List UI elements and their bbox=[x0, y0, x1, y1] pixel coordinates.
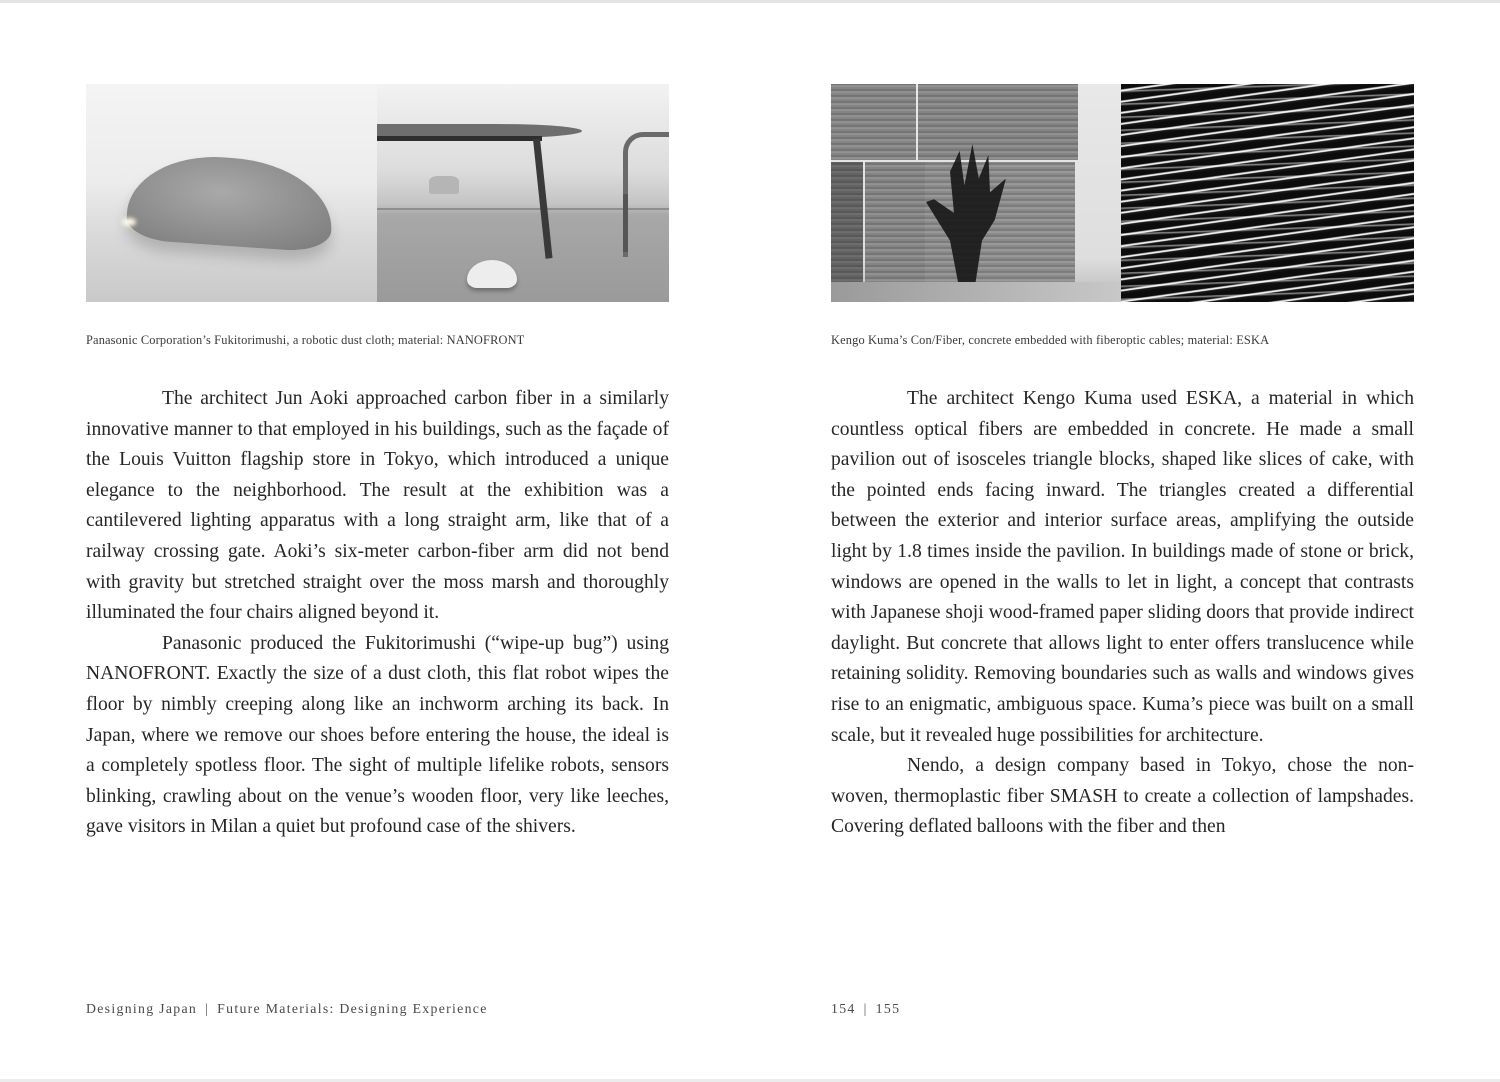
chair-leg bbox=[623, 194, 628, 252]
robot-near bbox=[467, 260, 517, 288]
page-number-right: 155 bbox=[875, 1001, 901, 1016]
concrete-block bbox=[865, 162, 925, 288]
concrete-block bbox=[831, 84, 916, 160]
table-leg bbox=[533, 139, 553, 259]
concrete-block bbox=[918, 84, 1078, 160]
chair bbox=[623, 132, 669, 257]
photo-con-fiber-blocks bbox=[831, 84, 1121, 302]
concrete-block bbox=[831, 162, 863, 282]
right-figure bbox=[831, 84, 1414, 302]
photo-fiberoptic-closeup bbox=[1121, 84, 1414, 302]
page-number-left: 154 bbox=[831, 1001, 856, 1016]
left-page bbox=[86, 0, 670, 1082]
fiber-lines bbox=[1121, 84, 1414, 302]
table-edge bbox=[377, 136, 542, 141]
chapter-title: Future Materials: Designing Experience bbox=[217, 1001, 488, 1016]
robot-far bbox=[429, 176, 459, 194]
dust-cloth-robot bbox=[125, 151, 336, 253]
paragraph: The architect Jun Aoki approached carbon fiber in a similarly innovative manner to that employed in his buildings, such as the façade of the Louis Vuitton flagship store in Tokyo, which introduced a unique elegance to the neighborhood. The result at the exhibition was a cantilevered lighting apparatus with a long straight arm, like that of a railway crossing gate. Aoki’s six-meter carbon-fiber arm did not bend with gravity but stretched straight over the moss marsh and thoroughly illuminated the four chairs aligned beyond it. bbox=[86, 388, 669, 624]
figure-caption: Panasonic Corporation’s Fukitorimushi, a robotic dust cloth; material: NANOFRONT bbox=[86, 333, 525, 347]
sensor-light bbox=[122, 218, 136, 226]
footer-separator: | bbox=[863, 1001, 868, 1016]
paragraph: The architect Kengo Kuma used ESKA, a material in which countless optical fibers are embedded in concrete. He made a small pavilion out of isosceles triangle blocks, shaped like slices of cake, with the pointed ends facing inward. The triangles created a differential between the exterior and interior surface areas, amplifying the outside light by 1.8 times inside the pavilion. In buildings made of stone or brick, windows are opened in the walls to let in light, a concept that contrasts with Japanese shoji wood-framed paper sliding doors that provide indirect daylight. But concrete that allows light to enter offers translucence while retaining solidity. Removing boundaries such as walls and windows gives rise to an enigmatic, ambiguous space. Kuma’s piece was built on a small scale, but it revealed huge possibilities for architecture. bbox=[831, 388, 1414, 746]
page-numbers bbox=[831, 1001, 900, 1017]
running-footer bbox=[86, 1001, 488, 1017]
body-text bbox=[86, 384, 669, 843]
paragraph: Panasonic produced the Fukitorimushi (“wipe-up bug”) using NANOFRONT. Exactly the size of a dust cloth, this flat robot wipes the floor by nimbly creeping along like an inchworm arching its back. In Japan, where we remove our shoes before entering the house, the ideal is a completely spotless floor. The sight of multiple lifelike robots, sensors blinking, crawling about on the venue’s wooden floor, very like leeches, gave visitors in Milan a quiet but profound case of the shivers. bbox=[86, 632, 669, 838]
photo-fukitorimushi-room bbox=[377, 84, 669, 302]
footer-separator: | bbox=[205, 1001, 210, 1016]
body-text bbox=[831, 384, 1414, 843]
paragraph: Nendo, a design company based in Tokyo, chose the non-woven, thermoplastic fiber SMASH to create a collection of lampshades. Covering deflated balloons with the fiber and then bbox=[831, 755, 1414, 838]
ground bbox=[831, 282, 1121, 302]
right-page bbox=[831, 0, 1415, 1082]
figure-caption: Kengo Kuma’s Con/Fiber, concrete embedded with fiberoptic cables; material: ESKA bbox=[831, 333, 1270, 347]
left-figure bbox=[86, 84, 669, 302]
book-title: Designing Japan bbox=[86, 1001, 198, 1016]
photo-fukitorimushi-closeup bbox=[86, 84, 377, 302]
